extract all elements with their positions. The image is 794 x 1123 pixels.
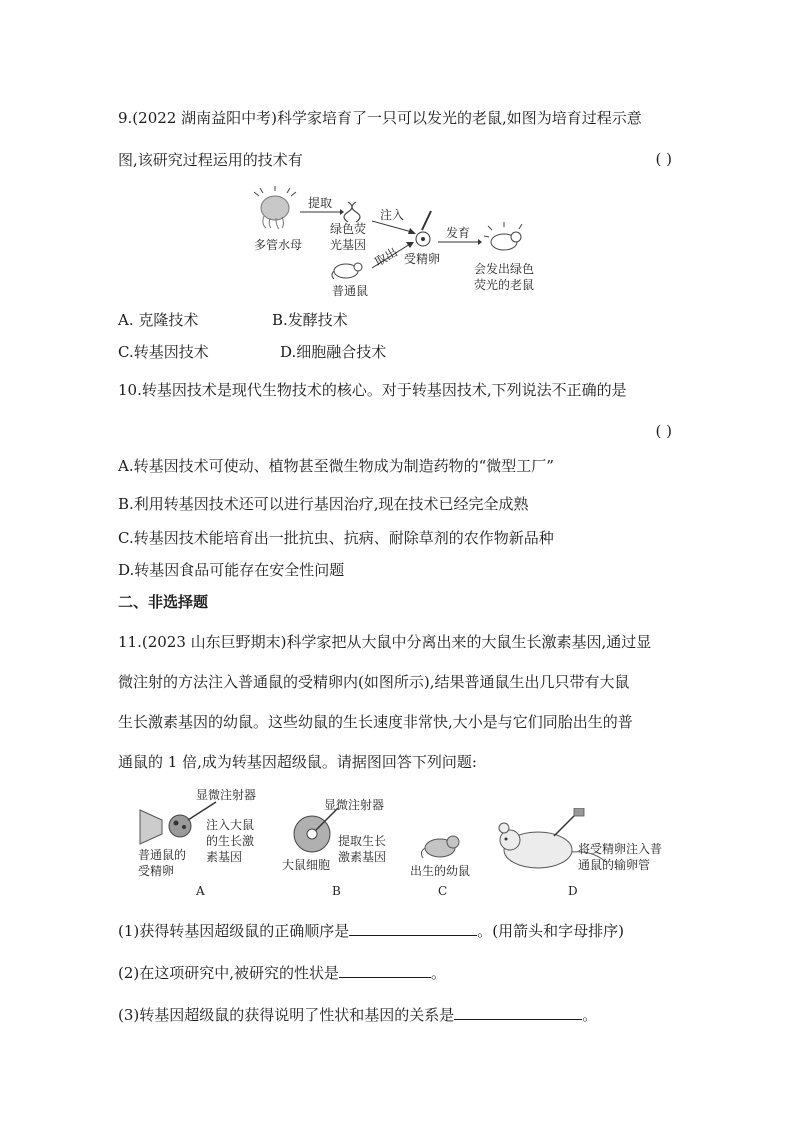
extract-label: 提取	[308, 196, 333, 210]
q10-option-d: D.转基因食品可能存在安全性问题	[118, 561, 345, 579]
panel-a-egg-label-2: 受精卵	[138, 864, 175, 878]
q11-sub1-answer-blank[interactable]	[349, 920, 477, 936]
panel-b-cell-label: 大鼠细胞	[282, 858, 331, 872]
q9-answer-paren: ( )	[655, 150, 672, 168]
jellyfish-label: 多管水母	[254, 238, 303, 252]
q11-stem-line3: 生长激素基因的幼鼠。这些幼鼠的生长速度非常快,大小是与它们同胎出生的普	[118, 713, 633, 731]
panel-c-label: 出生的幼鼠	[410, 864, 471, 878]
panel-d-letter: D	[568, 884, 578, 898]
q11-sub3-suffix: 。	[582, 1006, 598, 1024]
q11-sub2	[118, 962, 446, 983]
q10-option-c: C.转基因技术能培育出一批抗虫、抗病、耐除草剂的农作物新品种	[118, 529, 554, 547]
q11-sub2-answer-blank[interactable]	[339, 962, 431, 978]
panel-c-baby-mouse	[418, 830, 462, 860]
q10-stem: 10.转基因技术是现代生物技术的核心。对于转基因技术,下列说法不正确的是	[118, 381, 627, 399]
take-out-label: 取出	[372, 244, 400, 270]
panel-c-letter: C	[438, 884, 448, 898]
q9-option-a: A. 克隆技术	[118, 311, 199, 329]
q11-sub2-prefix: (2)在这项研究中,被研究的性状是	[118, 964, 340, 982]
q11-stem-line2: 微注射的方法注入普通鼠的受精卵内(如图所示),结果普通鼠生出几只带有大鼠	[118, 673, 630, 691]
q10-option-a: A.转基因技术可使动、植物甚至微生物成为制造药物的“微型工厂”	[118, 457, 554, 475]
glowing-mouse-label-line1: 会发出绿色	[474, 262, 535, 276]
q10-option-b: B.利用转基因技术还可以进行基因治疗,现在技术已经完全成熟	[118, 495, 529, 513]
section-heading: 二、非选择题	[118, 593, 209, 611]
inject-label: 注入	[380, 208, 405, 222]
panel-b-extract-label-1: 提取生长	[338, 834, 387, 848]
panel-d-label-1: 将受精卵注入普	[578, 842, 663, 856]
q9-stem-line2: 图,该研究过程运用的技术有	[118, 151, 303, 169]
gene-label-line2: 光基因	[330, 238, 367, 252]
panel-b-extract-label-2: 激素基因	[338, 850, 387, 864]
q11-sub3-answer-blank[interactable]	[454, 1004, 582, 1020]
q11-sub1-suffix: 。(用箭头和字母排序)	[477, 922, 624, 940]
q11-sub2-suffix: 。	[431, 964, 447, 982]
q11-stem-line1: 11.(2023 山东巨野期末)科学家把从大鼠中分离出来的大鼠生长激素基因,通过显	[118, 633, 652, 651]
panel-b-cell-syringe	[290, 806, 340, 856]
gene-label-line1: 绿色荧	[330, 222, 367, 236]
q11-sub1-prefix: (1)获得转基因超级鼠的正确顺序是	[118, 922, 350, 940]
panel-d-label-2: 通鼠的输卵管	[578, 858, 651, 872]
q9-stem-line1: 9.(2022 湖南益阳中考)科学家培育了一只可以发光的老鼠,如图为培育过程示意	[118, 109, 642, 127]
q11-stem-line4: 通鼠的 1 倍,成为转基因超级鼠。请据图回答下列问题:	[118, 753, 477, 771]
q10-answer-paren: ( )	[655, 422, 672, 440]
panel-a-inject-label-2: 的生长激	[206, 834, 255, 848]
glowing-mouse-label-line2: 荧光的老鼠	[474, 278, 535, 292]
q11-sub3-prefix: (3)转基因超级鼠的获得说明了性状和基因的关系是	[118, 1006, 455, 1024]
panel-a-syringe-label: 显微注射器	[196, 788, 257, 802]
ordinary-mouse-label: 普通鼠	[332, 284, 369, 298]
panel-a-letter: A	[196, 884, 205, 898]
egg-label: 受精卵	[404, 252, 441, 266]
q9-option-b: B.发酵技术	[272, 311, 348, 329]
q11-sub1	[118, 920, 624, 941]
q11-sub3	[118, 1004, 597, 1025]
panel-b-syringe-label: 显微注射器	[324, 798, 385, 812]
develop-label: 发育	[446, 226, 471, 240]
panel-a-inject-label-1: 注入大鼠	[206, 818, 255, 832]
q9-option-c: C.转基因技术	[118, 343, 209, 361]
q9-option-d: D.细胞融合技术	[280, 343, 387, 361]
panel-a-egg-label-1: 普通鼠的	[138, 848, 187, 862]
panel-a-inject-label-3: 素基因	[206, 850, 243, 864]
panel-b-letter: B	[332, 884, 341, 898]
